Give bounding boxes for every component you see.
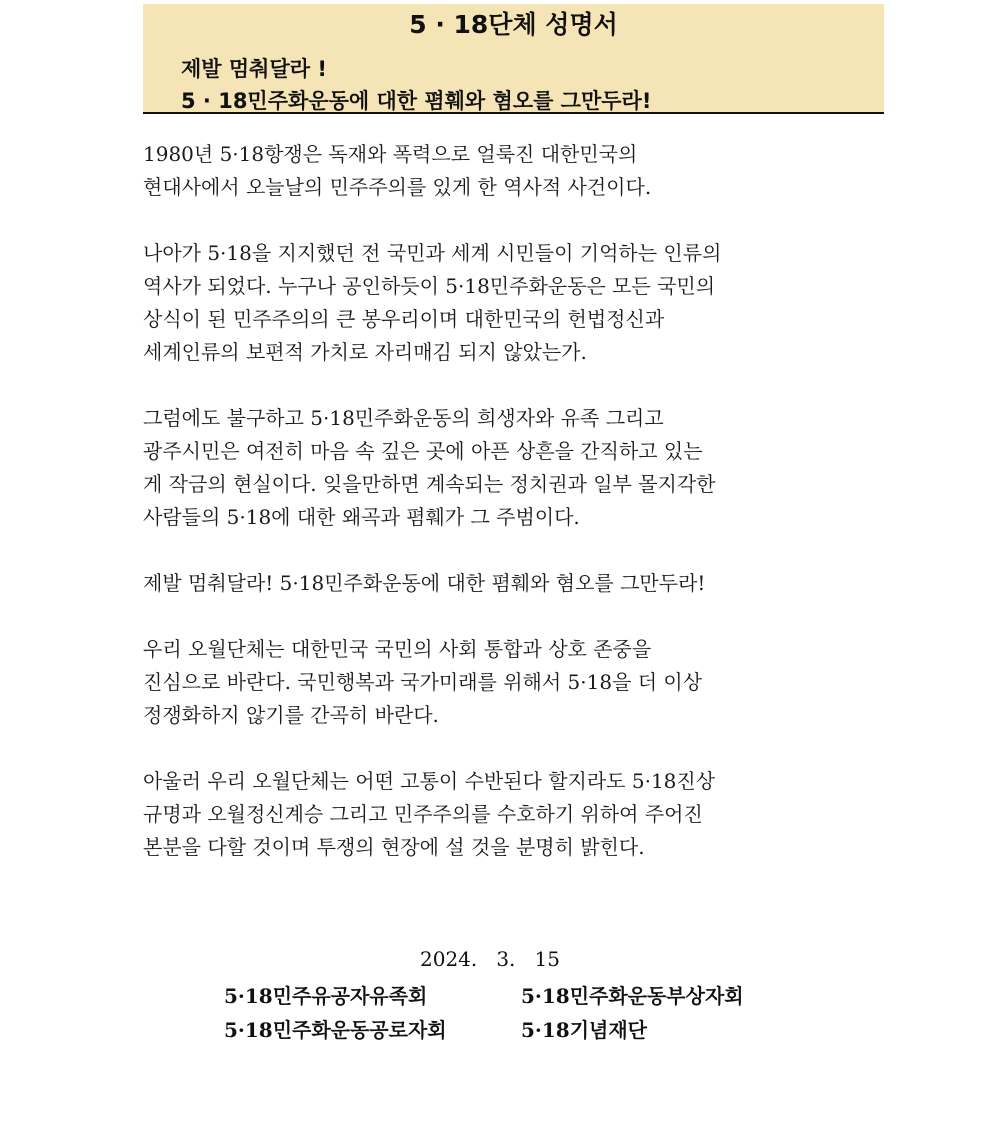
body-line: 정쟁화하지 않기를 간곡히 바란다. [143,703,439,727]
statement-date: 2024. 3. 15 [420,947,560,971]
body-line: 그럼에도 불구하고 5·18민주화운동의 희생자와 유족 그리고 [143,406,664,430]
body-line: 광주시민은 여전히 마음 속 깊은 곳에 아픈 상흔을 간직하고 있는 [143,439,703,463]
statement-header [143,4,884,114]
body-line: 1980년 5·18항쟁은 독재와 폭력으로 얼룩진 대한민국의 [143,142,638,166]
body-line: 세계인류의 보편적 가치로 자리매김 되지 않았는가. [143,340,587,364]
paragraph-4 [143,567,863,600]
paragraph-2 [143,237,863,369]
body-line: 역사가 되었다. 누구나 공인하듯이 5·18민주화운동은 모든 국민의 [143,274,716,298]
body-line: 현대사에서 오늘날의 민주주의를 있게 한 역사적 사건이다. [143,175,652,199]
statement-subtitle-1: 제발 멈춰달라 ! [181,57,327,81]
paragraph-3 [143,402,863,534]
body-line: 상식이 된 민주주의의 큰 봉우리이며 대한민국의 헌법정신과 [143,307,665,331]
body-line: 사람들의 5·18에 대한 왜곡과 폄훼가 그 주범이다. [143,505,580,529]
body-line: 나아가 5·18을 지지했던 전 국민과 세계 시민들이 기억하는 인류의 [143,241,722,265]
body-line: 본분을 다할 것이며 투쟁의 현장에 설 것을 분명히 밝힌다. [143,835,645,859]
body-line: 진심으로 바란다. 국민행복과 국가미래를 위해서 5·18을 더 이상 [143,670,703,694]
signatory-organization: 5·18민주화운동공로자회 [224,1018,447,1042]
body-line: 우리 오월단체는 대한민국 국민의 사회 통합과 상호 존중을 [143,637,652,661]
statement-subtitle-2: 5 · 18민주화운동에 대한 폄훼와 혐오를 그만두라! [181,89,652,113]
signatory-organization: 5·18기념재단 [521,1018,647,1042]
body-line: 게 작금의 현실이다. 잊을만하면 계속되는 정치권과 일부 몰지각한 [143,472,716,496]
paragraph-6 [143,765,863,864]
paragraph-5 [143,633,863,732]
signatory-organization: 5·18민주유공자유족회 [224,984,428,1008]
paragraph-1 [143,138,863,204]
statement-body [143,138,863,897]
body-line: 제발 멈춰달라! 5·18민주화운동에 대한 폄훼와 혐오를 그만두라! [143,571,706,595]
statement-title: 5 · 18단체 성명서 [409,10,618,39]
body-line: 아울러 우리 오월단체는 어떤 고통이 수반된다 할지라도 5·18진상 [143,769,716,793]
body-line: 규명과 오월정신계승 그리고 민주주의를 수호하기 위하여 주어진 [143,802,703,826]
signatory-organization: 5·18민주화운동부상자회 [521,984,744,1008]
